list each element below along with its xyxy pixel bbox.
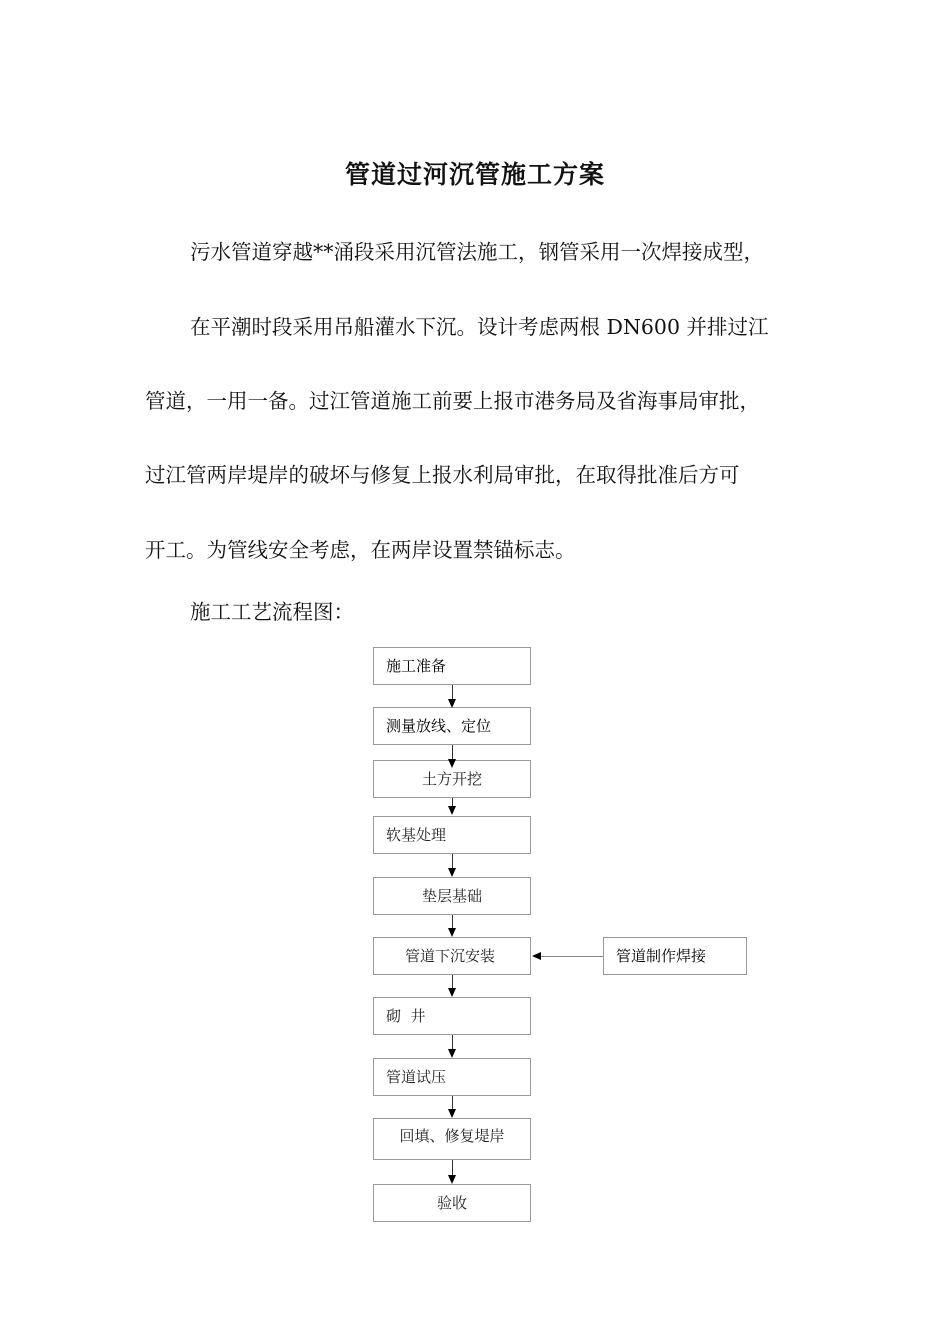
flow-arrowhead-2 — [448, 759, 456, 768]
flow-arrow-7 — [452, 1035, 453, 1050]
flow-step-cushion-base: 垫层基础 — [373, 877, 531, 915]
paragraph-line-5: 开工。为管线安全考虑，在两岸设置禁锚标志。 — [145, 538, 576, 562]
flow-arrowhead-9 — [448, 1175, 456, 1184]
flow-arrow-2 — [452, 745, 453, 759]
paragraph-line-1: 污水管道穿越**涌段采用沉管法施工，钢管采用一次焊接成型， — [190, 240, 764, 264]
flow-arrowhead-8 — [448, 1109, 456, 1118]
flow-step-backfill: 回填、修复堤岸 — [373, 1118, 531, 1160]
flow-arrowhead-7 — [448, 1049, 456, 1058]
flowchart-caption: 施工工艺流程图： — [190, 600, 354, 624]
flow-step-survey: 测量放线、定位 — [373, 707, 531, 745]
flow-arrowhead-3 — [448, 806, 456, 815]
flow-step-preparation: 施工准备 — [373, 647, 531, 685]
flow-arrow-5 — [452, 915, 453, 929]
flow-step-pressure-test: 管道试压 — [373, 1058, 531, 1096]
flow-step-pipe-welding: 管道制作焊接 — [603, 937, 747, 975]
flow-step-acceptance: 验收 — [373, 1184, 531, 1222]
flow-step-pipe-sinking: 管道下沉安装 — [373, 937, 531, 975]
flow-arrowhead-1 — [448, 699, 456, 708]
paragraph-line-3: 管道，一用一备。过江管道施工前要上报市港务局及省海事局审批， — [145, 389, 760, 413]
flow-arrowhead-6 — [448, 988, 456, 997]
paragraph-line-4: 过江管两岸堤岸的破坏与修复上报水利局审批，在取得批准后方可 — [145, 463, 740, 487]
flow-arrowhead-4 — [448, 868, 456, 877]
flow-arrow-1 — [452, 685, 453, 699]
flow-arrow-6 — [452, 975, 453, 989]
flow-arrow-4 — [452, 854, 453, 869]
flow-step-soft-foundation: 软基处理 — [373, 816, 531, 854]
flow-arrowhead-side — [532, 952, 541, 960]
flow-arrow-8 — [452, 1096, 453, 1110]
flow-step-excavation: 土方开挖 — [373, 760, 531, 798]
flow-arrowhead-5 — [448, 928, 456, 937]
flow-arrow-side — [540, 956, 603, 957]
page-title: 管道过河沉管施工方案 — [344, 160, 605, 189]
paragraph-line-2: 在平潮时段采用吊船灌水下沉。设计考虑两根 DN600 并排过江 — [190, 315, 769, 339]
flow-arrow-9 — [452, 1160, 453, 1176]
flow-step-manhole: 砌 井 — [373, 997, 531, 1035]
